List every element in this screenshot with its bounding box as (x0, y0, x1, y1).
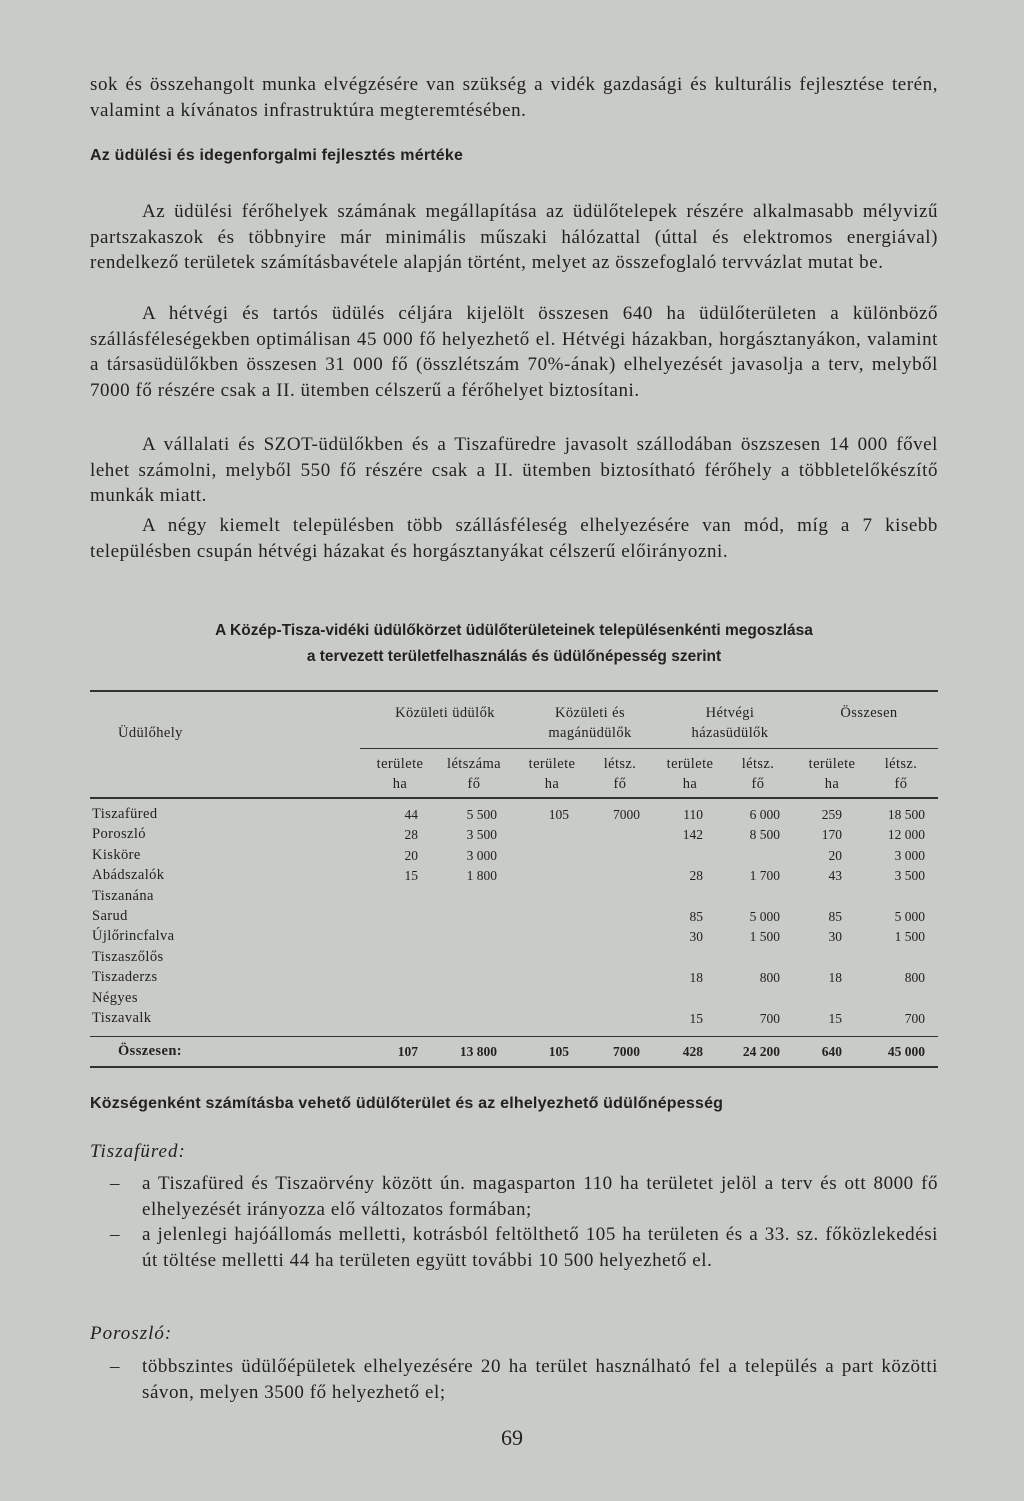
row-place-name: Sarud (92, 908, 128, 924)
table-cell: 20 (404, 847, 418, 863)
table-cell: 259 (821, 807, 842, 822)
table-cell: 15 (828, 1011, 842, 1026)
table-cell: 105 (548, 807, 569, 822)
table-cell: 3 500 (466, 827, 497, 843)
table-cell: 30 (689, 929, 703, 945)
table-cell: 18 (828, 970, 842, 986)
sub-count-1: létszáma (447, 756, 501, 772)
table-bottom-rule (90, 1066, 938, 1068)
bullet-text: a Tiszafüred és Tiszaörvény között ún. magasparton 110 ha területet jelöl a terv és ott 8000 fő elhelyezését irányozza elő változatos formában; (142, 1173, 938, 1220)
row-place-name: Újlőrincfalva (92, 928, 175, 945)
bullet-text: többszintes üdülőépületek elhelyezésére 20 ha terület használható fel a település a part közötti sávon, melyen 3500 fő helyezhető el; (142, 1356, 938, 1403)
total-cell: 107 (397, 1044, 418, 1059)
unit-fo-3: fő (751, 776, 765, 792)
sub-area-4: területe (808, 756, 856, 772)
total-cell: 7000 (613, 1044, 640, 1059)
table-cell: 6 000 (749, 807, 780, 822)
sub-area-1: területe (376, 756, 424, 772)
header-group-total: Összesen (840, 705, 898, 721)
total-cell: 13 800 (459, 1044, 497, 1059)
unit-fo-2: fő (613, 776, 627, 792)
total-top-rule (90, 1036, 938, 1037)
row-place-name: Tiszanána (92, 887, 154, 904)
header-group-public-private-2: magánüdülők (548, 725, 632, 741)
row-place-name: Tiszaderzs (92, 969, 158, 986)
header-place: Üdülőhely (118, 725, 183, 741)
dash-mark: – (110, 1356, 121, 1377)
bullet-tiszafured-2 (110, 1222, 938, 1273)
table-cell: 20 (828, 847, 842, 863)
table-cell: 5 000 (749, 909, 780, 924)
row-place-name: Négyes (92, 989, 138, 1006)
row-place-name: Abádszalók (92, 867, 165, 884)
header-group-public-private-1: Közületi és (554, 705, 626, 721)
row-place-name: Poroszló (92, 826, 146, 843)
sub-area-2: területe (528, 756, 576, 772)
sub-count-4: létsz. (884, 756, 918, 772)
total-label: Összesen: (118, 1043, 183, 1059)
table-cell: 3 500 (894, 868, 925, 884)
table-cell: 5 500 (466, 807, 497, 822)
table-cell: 18 (689, 970, 703, 986)
paragraph-2: A hétvégi és tartós üdülés céljára kijelölt összesen 640 ha üdülőterületen a különböző szállásféleségekben optimálisan 45 000 fő helyezhető el. Hétvégi házakban, horgásztanyákon, valamint a társasüdülőkben összesen 31 000 fő (összlétszám 70%-ának) elhelyezését javasolja a terv, melyből 7000 fő részére csak a II. ütemben célszerű a férőhelyet biztosítani. (90, 303, 938, 401)
paragraph-4: A négy kiemelt településben több szállásféleség elhelyezésére van mód, míg a 7 kisebb településben csupán hétvégi házakat és horgásztanyákat célszerű előirányozni. (90, 515, 938, 562)
sub-count-2: létsz. (603, 756, 637, 772)
table-cell: 28 (689, 868, 703, 884)
table-cell: 8 500 (749, 827, 780, 843)
table-cell: 700 (759, 1011, 780, 1026)
row-place-name: Kisköre (92, 846, 141, 863)
section-heading-1: Az üdülési és idegenforgalmi fejlesztés mértéke (90, 147, 464, 164)
table-cell: 85 (689, 909, 703, 924)
dash-mark: – (110, 1173, 121, 1194)
paragraph-intro: sok és összehangolt munka elvégzésére van szükség a vidék gazdasági és kulturális fejlesztése terén, valamint a kívánatos infrastruktúra megteremtésében. (90, 74, 938, 121)
table-cell: 3 000 (466, 847, 497, 863)
unit-ha-2: ha (544, 776, 560, 792)
table-title-line-2: a tervezett területfelhasználás és üdülőnépesség szerint (306, 648, 722, 665)
total-cell: 24 200 (742, 1044, 780, 1059)
total-cell: 640 (821, 1044, 842, 1059)
total-cell: 105 (548, 1044, 569, 1059)
paragraph-1: Az üdülési férőhelyek számának megállapítása az üdülőtelepek részére alkalmasabb mélyvizű partszakaszok és többnyire már minimális műszaki hálózattal (úttal és elektromos energiával) rendelkező területek számításbavétele alapján történt, melyet az összefoglaló tervvázlat mutat be. (90, 201, 938, 273)
table-top-rule (90, 690, 938, 692)
page-number: 69 (501, 1425, 523, 1450)
table-cell: 15 (404, 868, 418, 884)
unit-ha-4: ha (824, 776, 840, 792)
row-place-name: Tiszavalk (92, 1010, 152, 1026)
table-cell: 5 000 (894, 909, 925, 924)
unit-fo-4: fő (894, 776, 908, 792)
table-cell: 110 (683, 807, 703, 822)
table-cell: 170 (821, 827, 842, 843)
dash-mark: – (110, 1224, 121, 1245)
table-cell: 800 (904, 970, 925, 986)
unit-ha-3: ha (682, 776, 698, 792)
table-cell: 30 (828, 929, 842, 945)
paragraph-3: A vállalati és SZOT-üdülőkben és a Tiszafüredre javasolt szállodában öszszesen 14 000 fővel lehet számolni, melyből 550 fő részére csak a II. ütemben biztosítható férőhely a többletelőkészítő munkák miatt. (90, 434, 938, 506)
bullet-tiszafured-1 (110, 1171, 938, 1222)
table-cell: 18 500 (887, 807, 925, 822)
table-cell: 43 (828, 868, 842, 884)
table-title-line-1: A Közép-Tisza-vidéki üdülőkörzet üdülőterületeinek településenkénti megoszlása (215, 622, 813, 639)
total-cell: 45 000 (887, 1044, 925, 1059)
row-place-name: Tiszaszőlős (92, 948, 164, 965)
table-cell: 85 (828, 909, 842, 924)
table-cell: 800 (759, 970, 780, 986)
table-cell: 1 500 (894, 929, 925, 945)
header-group-weekend-2: házasüdülők (691, 725, 769, 741)
table-cell: 44 (404, 807, 418, 822)
label-tiszafured: Tiszafüred: (90, 1141, 186, 1162)
header-mid-rule (360, 748, 938, 749)
total-cell: 428 (682, 1044, 703, 1059)
header-group-weekend-1: Hétvégi (705, 705, 755, 721)
table-cell: 1 800 (466, 868, 497, 884)
sub-area-3: területe (666, 756, 714, 772)
table-cell: 12 000 (887, 827, 925, 843)
table-cell: 28 (404, 827, 418, 843)
table-cell: 1 500 (749, 929, 780, 945)
row-place-name: Tiszafüred (92, 806, 158, 822)
unit-ha-1: ha (392, 776, 408, 792)
table-cell: 1 700 (749, 868, 780, 884)
bullet-text: a jelenlegi hajóállomás melletti, kotrásból feltölthető 105 ha területen és a 33. sz. főközlekedési út töltése melletti 44 ha területen együtt további 10 500 helyezhető el. (142, 1224, 938, 1271)
bullet-poroszlo-1 (110, 1354, 938, 1405)
table-cell: 700 (904, 1011, 925, 1026)
label-poroszlo: Poroszló: (90, 1323, 173, 1344)
table-cell: 3 000 (894, 847, 925, 863)
table-cell: 7000 (613, 807, 640, 822)
header-group-public: Közületi üdülők (395, 705, 495, 721)
table-cell: 142 (682, 827, 703, 843)
table-cell: 15 (689, 1011, 703, 1026)
unit-fo-1: fő (467, 776, 481, 792)
header-bottom-rule (90, 797, 938, 799)
sub-count-3: létsz. (741, 756, 775, 772)
section-heading-2: Községenként számításba vehető üdülőterület és az elhelyezhető üdülőnépesség (90, 1095, 724, 1112)
